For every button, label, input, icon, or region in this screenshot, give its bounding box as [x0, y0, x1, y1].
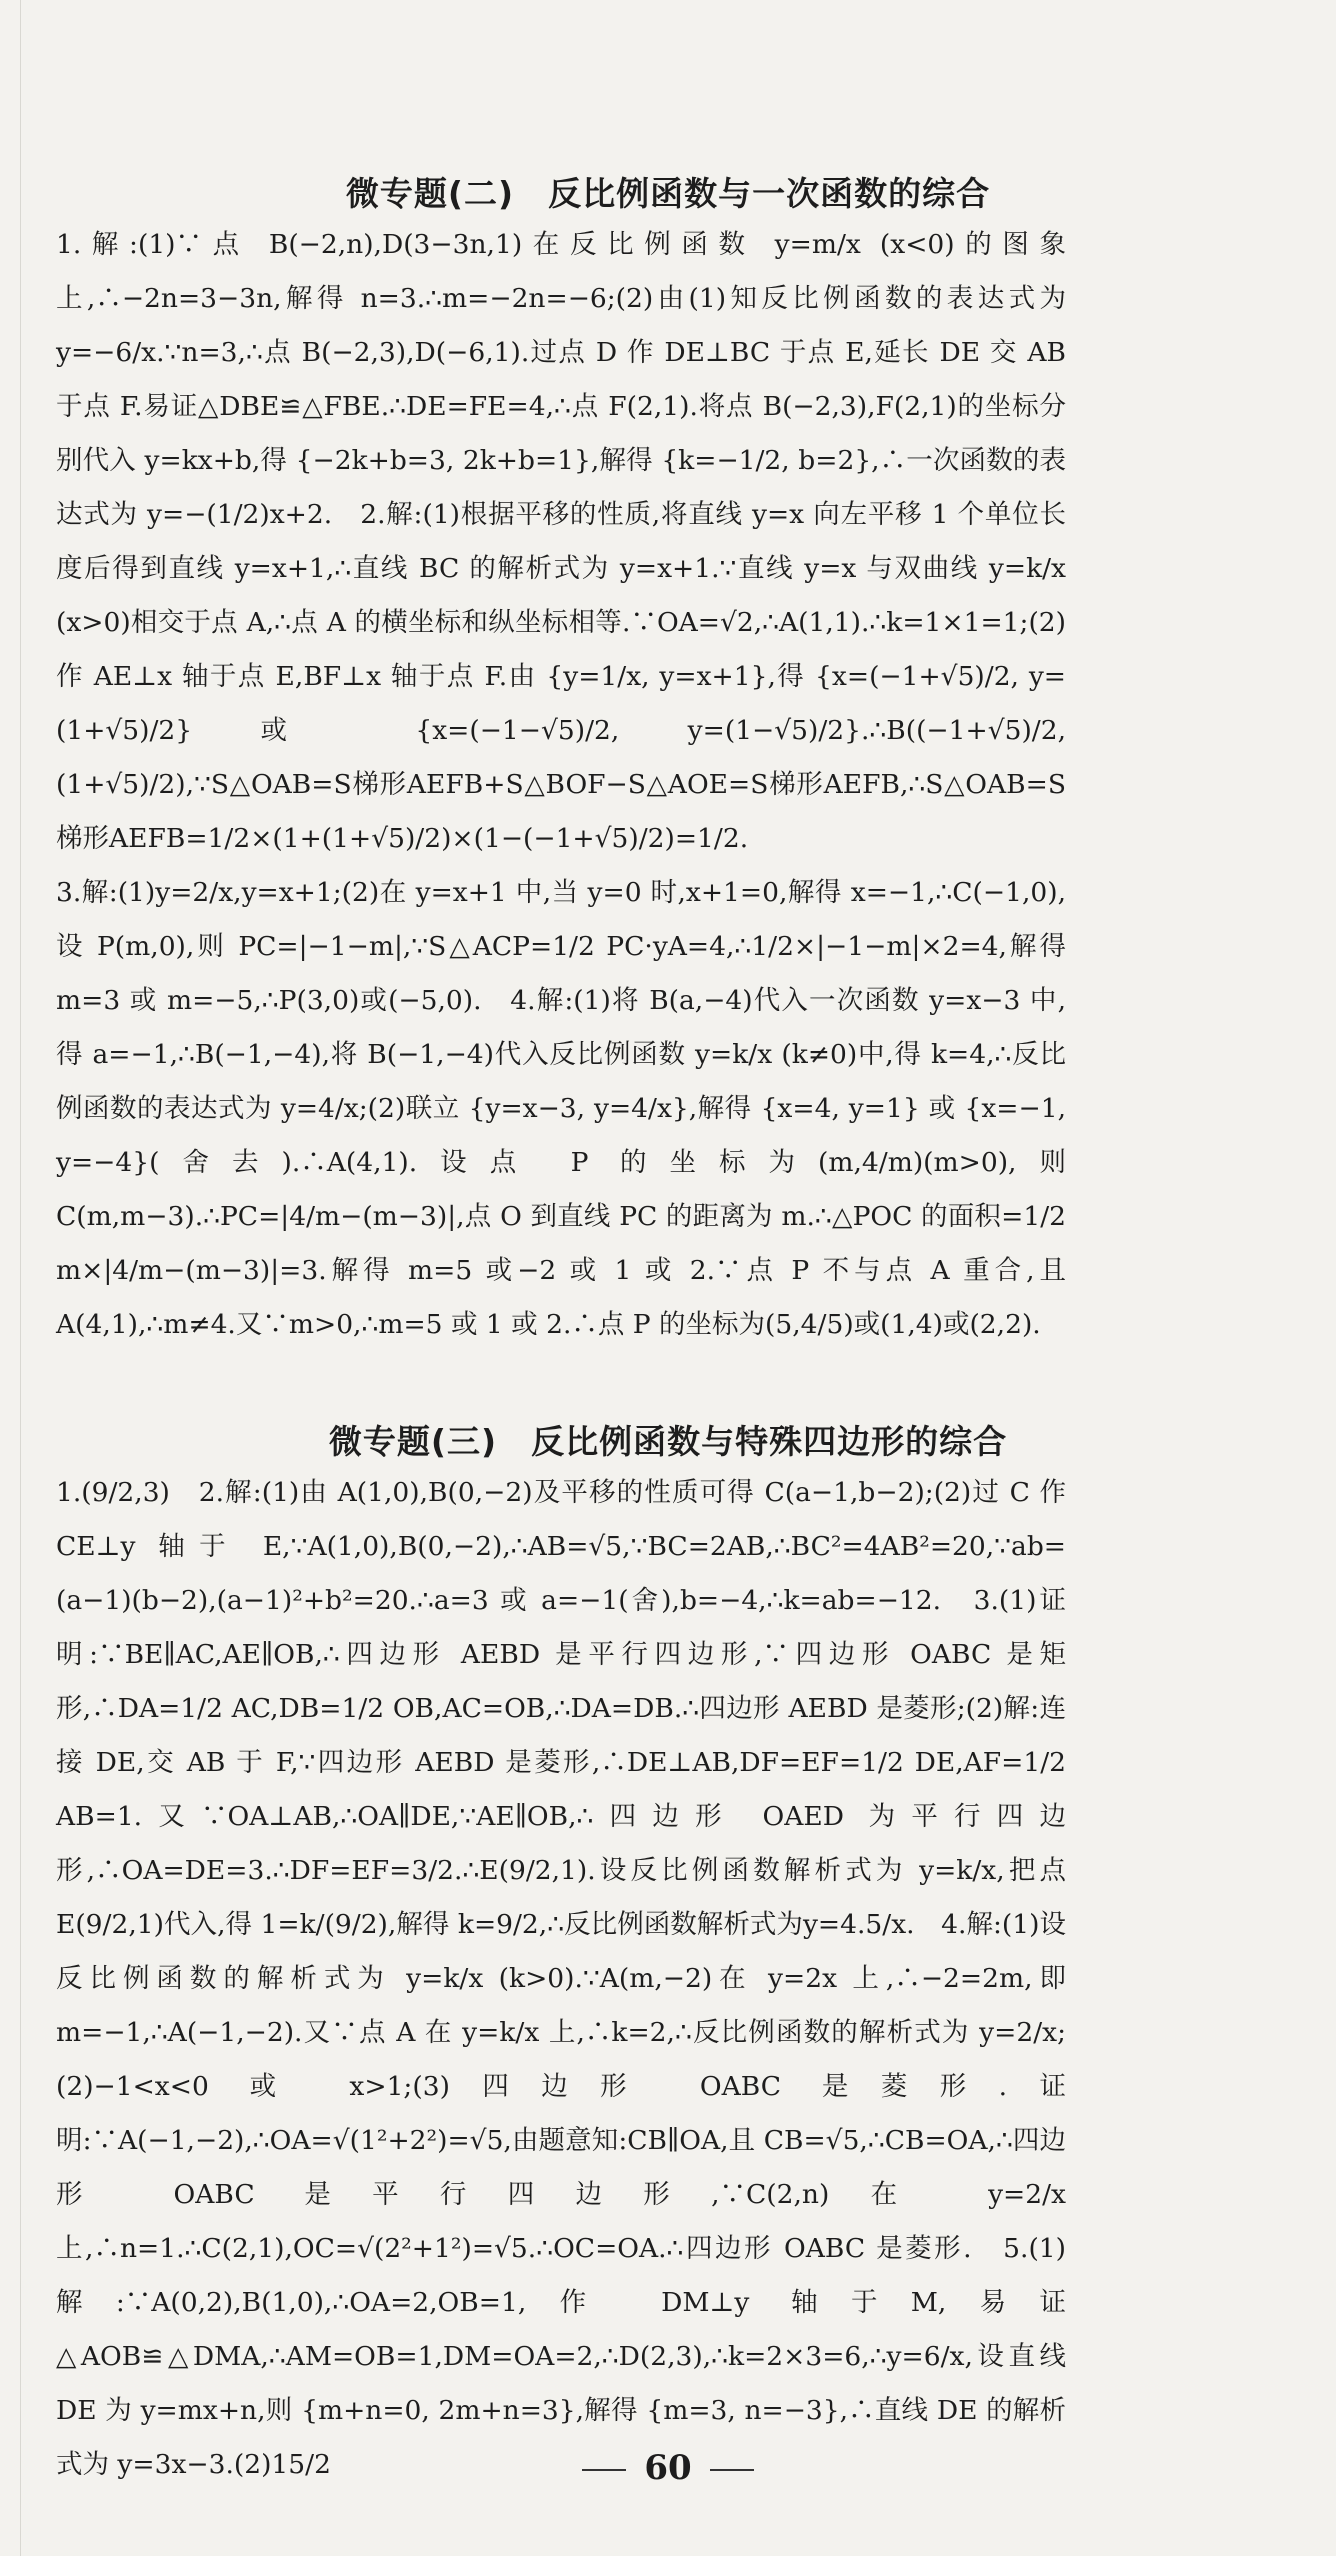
section-title-2: 微专题(二) 反比例函数与一次函数的综合: [345, 174, 991, 213]
page-number: [0, 2448, 1336, 2488]
section-3-paragraph-1: 1.(9/2,3) 2.解:(1)由 A(1,0),B(0,−2)及平移的性质可得 C(a−1,b−2);(2)过 C 作 CE⊥y 轴于 E,∵A(1,0),B(0,−2),∴AB=√5,∵BC=2AB,∴BC²=4AB²=20,∵ab=(a−1)(b−2),(a−1)²+b²=20.∴a=3 或 a=−1(舍),b=−4,∴k=ab=−12. 3.(1)证明:∵BE∥AC,AE∥OB,∴四边形 AEBD 是平行四边形,∵四边形 OABC 是矩形,∴DA=1/2 AC,DB=1/2 OB,AC=OB,∴DA=DB.∴四边形 AEBD 是菱形;(2)解:连接 DE,交 AB 于 F,∵四边形 AEBD 是菱形,∴DE⊥AB,DF=EF=1/2 DE,AF=1/2 AB=1.又∵OA⊥AB,∴OA∥DE,∵AE∥OB,∴四边形 OAED 为平行四边形,∴OA=DE=3.∴DF=EF=3/2.∴E(9/2,1).设反比例函数解析式为 y=k/x,把点 E(9/2,1)代入,得 1=k/(9/2),解得 k=9/2,∴反比例函数解析式为y=4.5/x. 4.解:(1)设反比例函数的解析式为 y=k/x (k>0).∵A(m,−2)在 y=2x 上,∴−2=2m,即m=−1,∴A(−1,−2).又∵点 A 在 y=k/x 上,∴k=2,∴反比例函数的解析式为 y=2/x;(2)−1<x<0 或 x>1;(3)四边形 OABC 是菱形.证明:∵A(−1,−2),∴OA=√(1²+2²)=√5,由题意知:CB∥OA,且 CB=√5,∴CB=OA,∴四边形 OABC 是平行四边形,∵C(2,n)在 y=2/x 上,∴n=1.∴C(2,1),OC=√(2²+1²)=√5.∴OC=OA.∴四边形 OABC 是菱形. 5.(1)解:∵A(0,2),B(1,0),∴OA=2,OB=1,作 DM⊥y 轴于M,易证△AOB≌△DMA,∴AM=OB=1,DM=OA=2,∴D(2,3),∴k=2×3=6,∴y=6/x,设直线 DE 为 y=mx+n,则 {m+n=0, 2m+n=3},解得 {m=3, n=−3},∴直线 DE 的解析式为 y=3x−3.(2)15/2: [56, 1477, 1066, 2480]
section-2-paragraph-1: 1.解:(1)∵点 B(−2,n),D(3−3n,1)在反比例函数 y=m/x (x<0)的图象上,∴−2n=3−3n,解得 n=3.∴m=−2n=−6;(2)由(1)知反比例函数的表达式为 y=−6/x.∵n=3,∴点 B(−2,3),D(−6,1).过点 D 作 DE⊥BC 于点 E,延长 DE 交 AB 于点 F.易证△DBE≌△FBE.∴DE=FE=4,∴点 F(2,1).将点 B(−2,3),F(2,1)的坐标分别代入 y=kx+b,得 {−2k+b=3, 2k+b=1},解得 {k=−1/2, b=2},∴一次函数的表达式为 y=−(1/2)x+2. 2.解:(1)根据平移的性质,将直线 y=x 向左平移 1 个单位长度后得到直线 y=x+1,∴直线 BC 的解析式为 y=x+1.∵直线 y=x 与双曲线 y=k/x (x>0)相交于点 A,∴点 A 的横坐标和纵坐标相等.∵OA=√2,∴A(1,1).∴k=1×1=1;(2)作 AE⊥x 轴于点 E,BF⊥x 轴于点 F.由 {y=1/x, y=x+1},得 {x=(−1+√5)/2, y=(1+√5)/2} 或 {x=(−1−√5)/2, y=(1−√5)/2}.∴B((−1+√5)/2,(1+√5)/2),∵S△OAB=S梯形AEFB+S△BOF−S△AOE=S梯形AEFB,∴S△OAB=S梯形AEFB=1/2×(1+(1+√5)/2)×(1−(−1+√5)/2)=1/2.: [56, 229, 1066, 854]
binding-margin: [0, 0, 21, 2556]
page-number-dash-right: [710, 2469, 754, 2471]
section-2-paragraph-2: 3.解:(1)y=2/x,y=x+1;(2)在 y=x+1 中,当 y=0 时,x+1=0,解得 x=−1,∴C(−1,0),设 P(m,0),则 PC=|−1−m|,∵S△ACP=1/2 PC·yA=4,∴1/2×|−1−m|×2=4,解得 m=3 或 m=−5,∴P(3,0)或(−5,0). 4.解:(1)将 B(a,−4)代入一次函数 y=x−3 中,得 a=−1,∴B(−1,−4),将 B(−1,−4)代入反比例函数 y=k/x (k≠0)中,得 k=4,∴反比例函数的表达式为 y=4/x;(2)联立 {y=x−3, y=4/x},解得 {x=4, y=1} 或 {x=−1, y=−4}(舍去).∴A(4,1).设点 P 的坐标为(m,4/m)(m>0),则 C(m,m−3).∴PC=|4/m−(m−3)|,点 O 到直线 PC 的距离为 m.∴△POC 的面积=1/2 m×|4/m−(m−3)|=3.解得 m=5 或−2 或 1 或 2.∵点 P 不与点 A 重合,且 A(4,1),∴m≠4.又∵m>0,∴m=5 或 1 或 2.∴点 P 的坐标为(5,4/5)或(1,4)或(2,2).: [56, 877, 1066, 1340]
page-number-value: 60: [644, 2448, 692, 2488]
page-number-dash-left: [582, 2469, 626, 2471]
section-2-body: [56, 218, 1066, 1352]
section-3-body: [56, 1466, 1066, 2492]
section-title-3: 微专题(三) 反比例函数与特殊四边形的综合: [328, 1422, 1008, 1461]
